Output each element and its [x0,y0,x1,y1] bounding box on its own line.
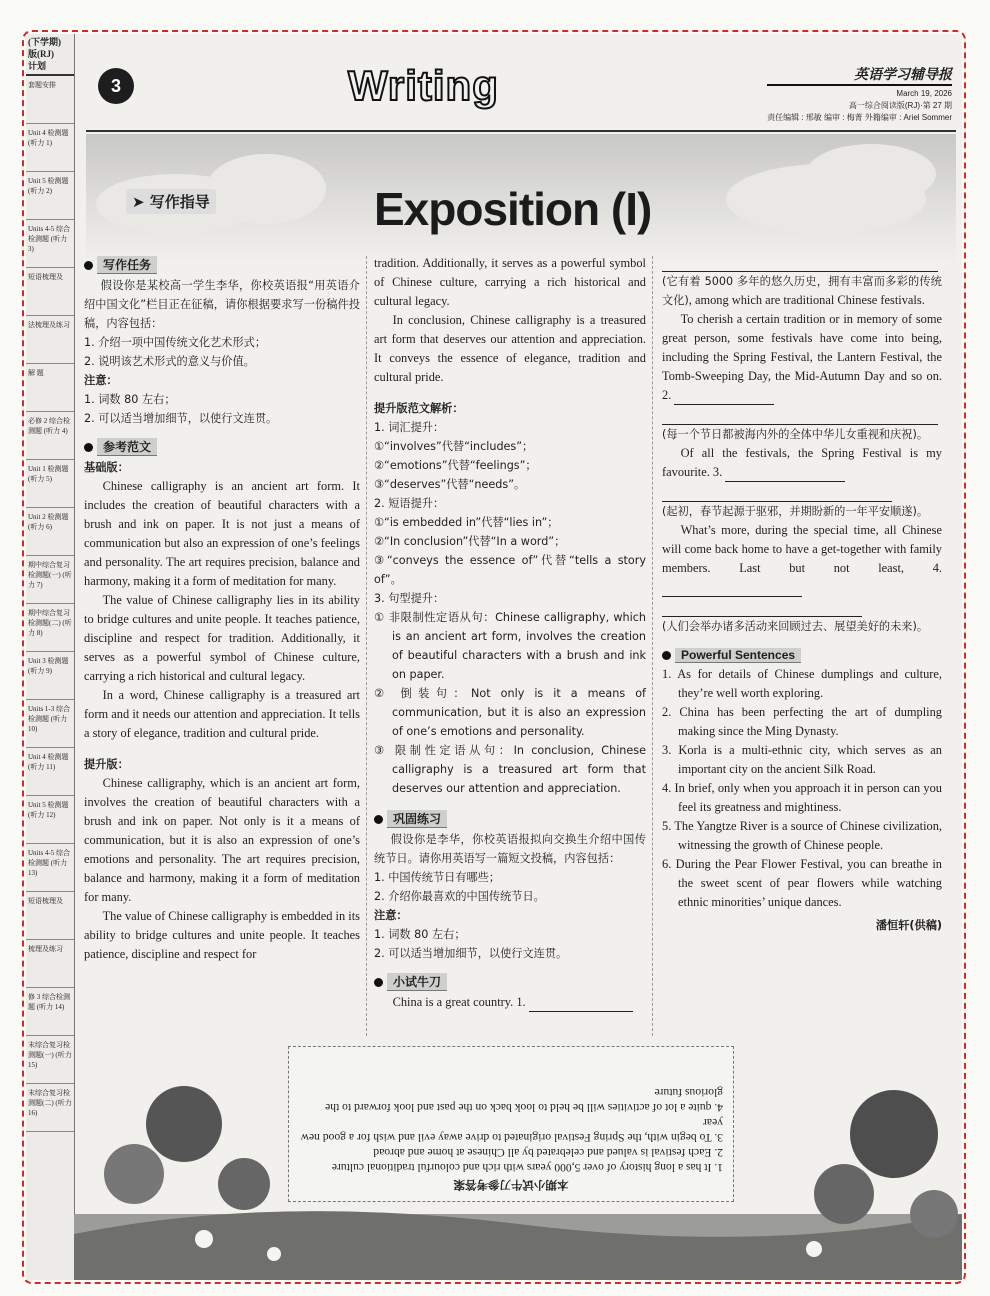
flower-icon [195,1230,213,1248]
bullet-icon [374,978,383,987]
writing-guide-label [126,189,216,214]
exercise-paragraph: What’s more, during the special time, all Chinese will come back home to have a get-together with family members. Last but not least, 4. [662,521,942,597]
newspaper-page [26,34,962,1280]
answer-item: 1. It has a long history of over 5,000 years with rich and colourful traditional culture [331,1161,723,1174]
newspaper-brand: 英语学习辅导报 [767,64,952,86]
sidebar-items [26,76,74,1132]
basic-paragraph: The value of Chinese calligraphy lies in its ability to bridge cultures and unite people. It teaches patience, discipline and respect for tradition. Additionally, it serves as a powerful symbol of Chinese culture, carrying a rich historical and cultural legacy. [84,593,360,683]
sentence-item: ① 非限制性定语从句：Chinese calligraphy, which is an ancient art form, involves the creation of beautiful characters with a brush and ink on paper. [374,611,646,681]
note-item: 1. 词数 80 左右； [374,928,466,941]
answer-blank[interactable] [662,482,892,502]
answer-item: 3. To begin with, the Spring Festival originated to drive away evil and wish for a good new year [300,1116,723,1144]
column-3 [662,252,942,935]
note-label: 注意： [84,374,118,387]
practice-item: 2. 介绍你最喜欢的中国传统节日。 [374,890,545,903]
sidebar-schedule-item: Unit 4 检测题 (听力 1) [26,124,74,172]
writing-guide-text: 写作指导 [149,193,210,211]
author-credit: 潘恒轩(供稿) [875,919,942,932]
sidebar-schedule-item: Unit 4 检测题 (听力 11) [26,748,74,796]
answer-blank[interactable] [662,252,938,272]
trial-heading: 小试牛刀 [374,973,646,991]
hint-text: (人们会举办诸多活动来回顾过去、展望美好的未来)。 [662,620,929,633]
vocab-label: 1. 词汇提升： [374,421,445,434]
advanced-paragraph: Chinese calligraphy, which is an ancient art form, involves the creation of beautiful characters with a brush and ink on paper. Not only is it a means of communication, but it is also an expression of one’s emotions and personality. The art requires precision, balance and harmony, making it a form of meditation for many. [84,776,360,904]
reference-heading: 参考范文 [84,438,360,456]
schedule-sidebar [26,34,75,1280]
answer-key-box [288,1046,734,1202]
note-item: 2. 可以适当增加细节，以使行文连贯。 [374,947,568,960]
hint-text: (它有着 5000 多年的悠久历史，拥有丰富而多彩的传统文化) [662,275,942,307]
flower-icon [806,1241,822,1257]
column-divider [652,256,653,1036]
sidebar-schedule-item: Units 4-5 综合检测题 (听力 3) [26,220,74,268]
sidebar-schedule-item: Units 1-3 综合检测题 (听力 10) [26,700,74,748]
trial-start: China is a great country. 1. [374,993,646,1012]
analysis-heading: 提升版范文解析： [374,402,464,415]
task-heading: 写作任务 [84,256,360,274]
sidebar-schedule-item: Units 4-5 综合检测题 (听力 13) [26,844,74,892]
leaf-shape [218,1158,270,1210]
flower-icon [267,1247,281,1261]
sidebar-schedule-item: 法梳理及练习 [26,316,74,364]
powerful-sentences-list [662,665,942,912]
basic-paragraph: Chinese calligraphy is an ancient art form. It includes the creation of beautiful characters with a brush and ink on paper. It is not just a means of communication but also an expression of one’s feelings and personality. The art requires precision, balance and harmony, making it a form of meditation for many. [84,479,360,588]
sidebar-schedule-item: Unit 5 检测题 (听力 12) [26,796,74,844]
task-item: 1. 介绍一项中国传统文化艺术形式； [84,336,267,349]
sidebar-head [26,34,74,76]
list-item: 5. The Yangtze River is a source of Chinese civilization, witnessing the growth of Chinese people. [662,819,942,852]
edition-info: 高一综合阅读版(RJ)·第 27 期 [848,101,952,110]
sidebar-schedule-item: 梳理及练习 [26,940,74,988]
sidebar-schedule-item: Unit 2 检测题 (听力 6) [26,508,74,556]
editor-info: 责任编辑 : 邢敏 编审 : 梅菁 外籍编审 : Ariel Sommer [767,113,952,122]
answer-key-title: 本期小试牛刀参考答案 [453,1178,569,1192]
vocab-item: ③“deserves”代替“needs”。 [374,478,526,491]
sidebar-schedule-item: 修 3 综合检测题 (听力 14) [26,988,74,1036]
practice-item: 1. 中国传统节日有哪些； [374,871,501,884]
exercise-paragraph: Of all the festivals, the Spring Festival is my favourite. 3. [662,444,942,482]
practice-text: 假设你是李华，你校英语报拟向交换生介绍中国传统节日。请你用英语写一篇短文投稿，内容包括： [374,833,646,865]
vocab-item: ②“emotions”代替“feelings”； [374,459,537,472]
phrase-item: ②“In conclusion”代替“In a word”； [374,535,566,548]
sidebar-schedule-item: Unit 3 检测题 (听力 9) [26,652,74,700]
sidebar-schedule-item: 解 题 [26,364,74,412]
list-item: 6. During the Pear Flower Festival, you can breathe in the sweet scent of pear flowers while watching ethnic minorities’ unique dances. [662,857,942,909]
bullet-icon [374,815,383,824]
sidebar-schedule-item: 短语梳理及 [26,892,74,940]
bullet-icon [84,261,93,270]
sidebar-head-line: 版(RJ) [28,49,54,59]
list-item: 1. As for details of Chinese dumplings and culture, they’re well worth exploring. [662,667,942,700]
sentence-item: ② 倒装句：Not only is it a means of communication, but it is also an expression of one’s emotions and personality. [374,687,646,738]
answer-key-content [289,1047,733,1201]
page-number-badge: 3 [98,68,134,104]
note-label: 注意： [374,909,408,922]
sidebar-head-line: 计划 [28,61,47,71]
column-2 [374,254,646,1012]
sidebar-schedule-item: Unit 1 检测题 (听力 5) [26,460,74,508]
advanced-paragraph: In conclusion, Chinese calligraphy is a treasured art form that deserves our attention and appreciation. It conveys the essence of elegance, tradition and cultural pride. [374,313,646,384]
sidebar-schedule-item: 短语梳理及 [26,268,74,316]
answer-item: 4. quite a lot of activities will be held to look back on the past and look forward to the glorious future [325,1086,723,1114]
list-item: 4. In brief, only when you approach it in person can you feel its greatness and mightiness. [662,781,942,814]
sentence-label: 3. 句型提升： [374,592,445,605]
leaf-shape [814,1164,874,1224]
vocab-item: ①“involves”代替“includes”； [374,440,534,453]
phrase-label: 2. 短语提升： [374,497,445,510]
answer-blank[interactable] [529,1011,633,1012]
cloud-shape [806,144,936,204]
cloud-shape [206,154,326,224]
note-item: 2. 可以适当增加细节，以使行文连贯。 [84,412,278,425]
column-divider [366,256,367,1036]
hint-text: (起初，春节起源于驱邪，并期盼新的一年平安顺遂)。 [662,505,929,518]
leaf-shape [910,1190,958,1238]
basic-paragraph: In a word, Chinese calligraphy is a treasured art form and it needs our attention and appreciation. It tells a story of elegance, tradition and cultural pride. [84,688,360,740]
arrow-icon: ➤ [132,193,150,211]
list-item: 3. Korla is a multi-ethnic city, which serves as an important city on the ancient Silk Road. [662,743,942,776]
sidebar-head-line: (下学期) [28,37,61,47]
sidebar-schedule-item: 期中综合复习检测题(一) (听力 7) [26,556,74,604]
bullet-icon [662,651,671,660]
hint-text: (每一个节日都被海内外的全体中华儿女重视和庆祝)。 [662,428,929,441]
exercise-line: (它有着 5000 多年的悠久历史，拥有丰富而多彩的传统文化), among which are traditional Chinese festivals. [662,275,942,307]
advanced-paragraph: tradition. Additionally, it serves as a powerful symbol of Chinese culture, carrying a rich historical and cultural legacy. [374,256,646,308]
exercise-paragraph: To cherish a certain tradition or in memory of some great person, some festivals have come into being, including the Spring Festival, the Lantern Festival, the Tomb-Sweeping Day, the Mid-Autumn Day and so on. 2. [662,310,942,405]
task-item: 2. 说明该艺术形式的意义与价值。 [84,355,255,368]
bullet-icon [84,443,93,452]
page-header [86,62,956,132]
leaf-shape [146,1086,222,1162]
note-item: 1. 词数 80 左右； [84,393,176,406]
sidebar-schedule-item: 末综合复习检测题(二) (听力 16) [26,1084,74,1132]
sidebar-schedule-item: 套题安排 [26,76,74,124]
column-1 [84,252,360,964]
section-title: Writing [348,62,499,109]
advanced-paragraph: The value of Chinese calligraphy is embedded in its ability to bridge cultures and unite people. It teaches patience, discipline and respect for [84,909,360,961]
answer-blank[interactable] [662,597,862,617]
answer-item: 2. Each festival is valued and celebrated by all Chinese at home and abroad [373,1146,723,1159]
article-title: Exposition (I) [374,183,652,235]
phrase-item: ③“conveys the essence of”代替“tells a story of”。 [374,554,646,586]
sidebar-schedule-item: Unit 5 检测题 (听力 2) [26,172,74,220]
phrase-item: ①“is embedded in”代替“lies in”； [374,516,559,529]
advanced-version-label: 提升版： [84,758,129,771]
sentence-item: ③ 限制性定语从句：In conclusion, Chinese calligraphy is a treasured art form that deserves our attention and appreciation. [374,744,646,795]
answer-blank[interactable] [662,405,938,425]
sidebar-schedule-item: 末综合复习检测题(一) (听力 15) [26,1036,74,1084]
sidebar-schedule-item: 期中综合复习检测题(二) (听力 8) [26,604,74,652]
task-text: 假设你是某校高一学生李华，你校英语报“用英语介绍中国文化”栏目正在征稿，请你根据要求写一份稿件投稿，内容包括： [84,279,360,330]
list-item: 2. China has been perfecting the art of dumpling making since the Ming Dynasty. [662,705,942,738]
leaf-shape [850,1090,938,1178]
masthead-info [767,64,952,124]
practice-heading: 巩固练习 [374,810,646,828]
sidebar-schedule-item: 必修 2 综合检测题 (听力 4) [26,412,74,460]
header-rule [86,130,956,132]
issue-date: March 19, 2026 [896,89,952,98]
powerful-sentences-heading: Powerful Sentences [662,648,942,663]
leaf-shape [104,1144,164,1204]
basic-version-label: 基础版： [84,461,129,474]
